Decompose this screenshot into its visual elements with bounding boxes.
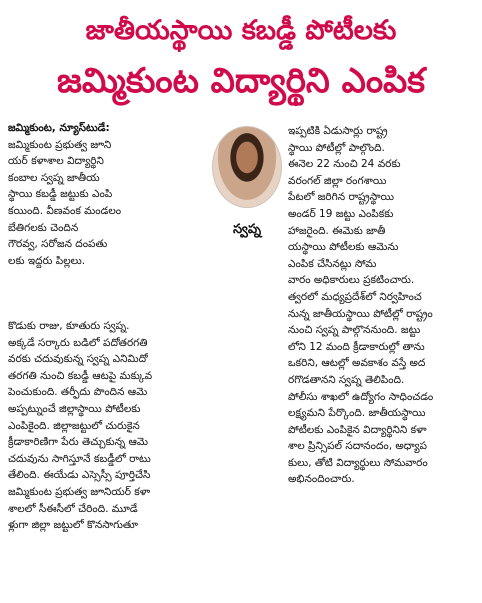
article-line: కంబాల స్వప్న జాతీయ xyxy=(8,171,100,184)
article-line: వారం అధికారులు ప్రకటించారు. xyxy=(288,274,415,287)
article-line: తేలింది. ఈయేడు ఎస్సెస్సీ పూర్తిచేసి xyxy=(8,469,151,482)
article-line: అప్పట్నుంచే జిల్లాస్థాయి పోటీలకు xyxy=(8,402,141,415)
article-line: స్థాయి కబడ్డీ జట్టుకు ఎంపి xyxy=(8,188,113,201)
article-line: లోని 12 మంది క్రీడాకారుల్లో తాను xyxy=(288,340,425,353)
article-line: ఎంపికైంది. జిల్లాజట్టులో చురుకైన xyxy=(8,419,140,432)
article-line: ఎంపిక చేసినట్లు సోమ xyxy=(288,257,377,270)
article-line: నుంచి స్వప్న పాల్గొననుంది. జట్టు xyxy=(288,324,421,337)
left-column xyxy=(8,120,204,269)
article-body xyxy=(8,120,474,598)
portrait-photo xyxy=(212,126,282,208)
headline-line-2: జమ్మికుంట విద్యార్థిని ఎంపిక xyxy=(57,61,425,101)
article-line: యర్ కళాశాల విద్యార్థిని xyxy=(8,155,104,168)
article-line: కయింది. వీణవంక మండలం xyxy=(8,204,122,217)
article-line: జమ్మికుంట ప్రభుత్వ జూనియర్ కళా xyxy=(8,485,151,498)
article-line: బేతిగలకు చెందిన xyxy=(8,221,79,234)
article-line: లక్ష్యమని పేర్కొంది. జాతీయస్థాయి xyxy=(288,407,426,420)
article-line: అక్కడే సర్కారు బడిలో పదోతరగతి xyxy=(8,336,148,349)
headline-line-1: జాతీయస్థాయి కబడ్డీ పోటీలకు xyxy=(85,15,397,46)
article-line: జమ్మికుంట ప్రభుత్వ జూని xyxy=(8,138,112,151)
article-line: క్రీడాకారిణిగా పేరు తెచ్చుకున్న ఆమె xyxy=(8,436,148,449)
article-line: గౌరవ్వ, సరోజన దంపతు xyxy=(8,238,108,251)
article-line: తరగతి నుంచి కబడ్డీ ఆటపై మక్కువ xyxy=(8,369,153,382)
article-line: వరకు చదువుకున్న స్వప్న ఎనిమిదో xyxy=(8,353,148,366)
article-line: పెంచుకుంది. తర్ఫీదు పొందిన ఆమె xyxy=(8,386,148,399)
article-line: పోటీలకు ఎంపికైన విద్యార్థినిని కళా xyxy=(288,423,427,436)
article-line: లకు ఇద్దరు పిల్లలు. xyxy=(8,254,86,267)
article-line: పోలీసు శాఖలో ఉద్యోగం సాధించడం xyxy=(288,390,434,403)
article-line: ఇప్పటికి ఏడుసార్లు రాష్ట్ర xyxy=(288,125,388,137)
left-column-continued xyxy=(8,318,278,534)
article-line: కులు, తోటి విద్యార్థులు సోమవారం xyxy=(288,456,428,469)
article-line: అభినందించారు. xyxy=(288,473,355,486)
portrait xyxy=(210,126,284,284)
article-line: ళ్లుగా జిల్లా జట్టులో కొనసాగుతూ xyxy=(8,519,139,532)
article-line: కొడుకు రాజు, కూతురు స్వప్న. xyxy=(8,320,130,332)
article-line: వరంగల్ జిల్లా రంగశాయి xyxy=(288,174,387,187)
dateline: జమ్మికుంట, న్యూస్‌టుడే: xyxy=(8,122,110,134)
right-column xyxy=(288,123,482,488)
article-line: శాల ప్రిన్సిపల్ సదానందం, అధ్యాప xyxy=(288,440,428,453)
article-line: హాజరైంది. ఈమెకు జాతీ xyxy=(288,224,386,237)
photo-caption: స్వప్న xyxy=(232,222,262,237)
article-line: ఒకరిని, ఆటల్లో అవకాశం వస్తే అద xyxy=(288,357,426,370)
article-line: శాలలో సీఈసీలో చేరింది. మూడే xyxy=(8,502,138,515)
article-line: యస్థాయి పోటీలకు ఆమెను xyxy=(288,241,399,254)
article-line: పేటలో జరిగిన రాష్ట్రస్థాయి xyxy=(288,191,395,204)
article-line: త్వరలో మధ్యప్రదేశ్‌లో నిర్వహించ xyxy=(288,290,422,303)
article-line: అండర్ 19 జట్టు ఎంపికకు xyxy=(288,207,394,220)
article-line: చదువును సాగిస్తూనే కబడ్డీలో రాటు xyxy=(8,452,151,465)
article-line: స్థాయి పోటీల్లో పాల్గొంది. xyxy=(288,141,385,154)
article-line: రగొడతానని స్వప్న తెలిపింది. xyxy=(288,373,405,386)
article-line: ఈనెల 22 నుంచి 24 వరకు xyxy=(288,158,401,171)
article-line: నున్న జాతీయస్థాయి పోటీల్లో రాష్ట్రం xyxy=(288,307,433,320)
